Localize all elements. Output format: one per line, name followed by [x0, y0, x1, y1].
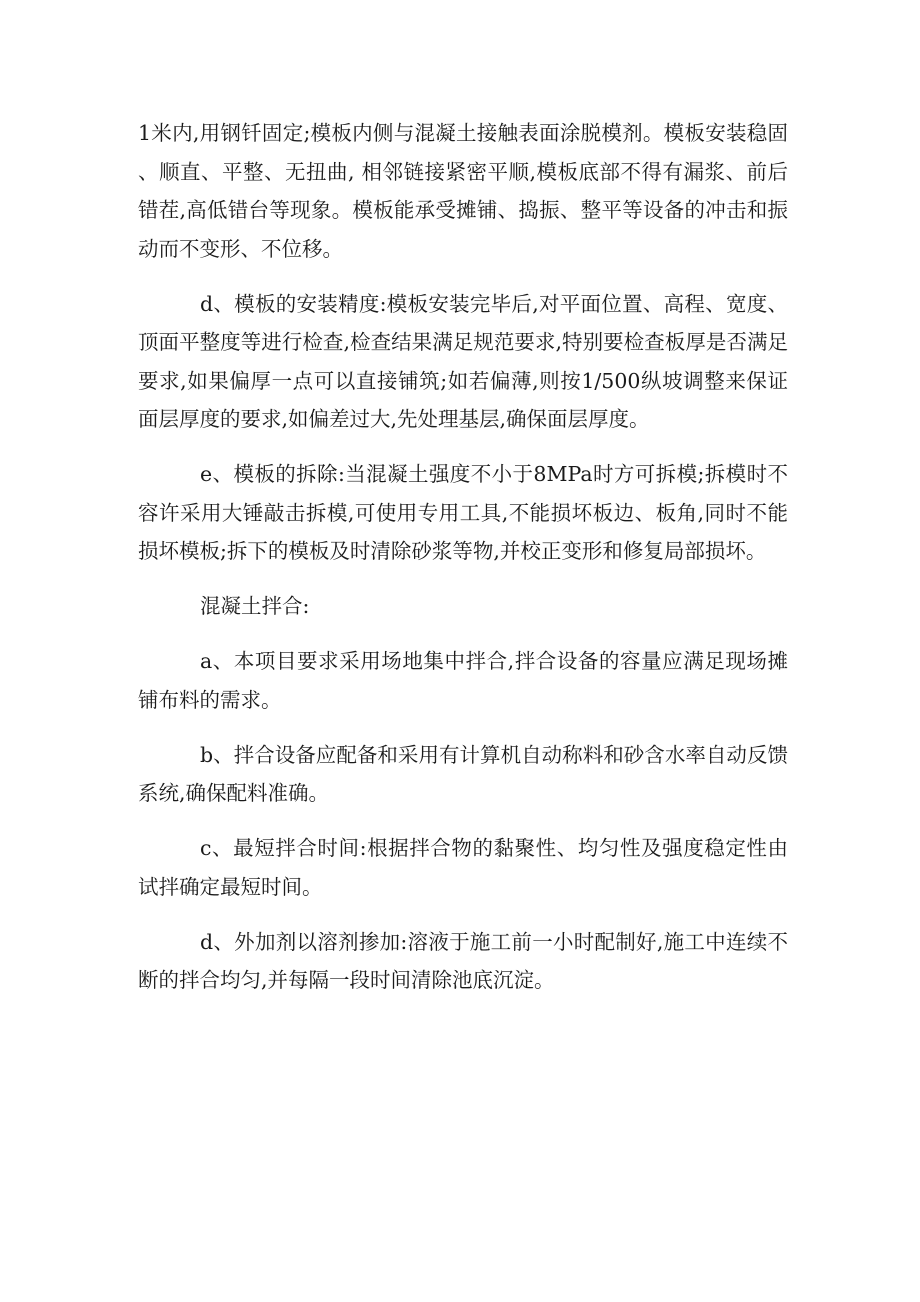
paragraph-formwork-install: 1米内,用钢钎固定;模板内侧与混凝土接触表面涂脱模剂。模板安装稳固、顺直、平整、无扭曲, 相邻链接紧密平顺,模板底部不得有漏浆、前后错茬,高低错台等现象。模板能承受摊铺、捣振、整平等设备的冲击和振动而不变形、不位移。	[138, 121, 788, 261]
paragraph-mixing-c: c、最短拌合时间:根据拌合物的黏聚性、均匀性及强度稳定性由试拌确定最短时间。	[138, 836, 788, 899]
paragraph-mixing-a: a、本项目要求采用场地集中拌合,拌合设备的容量应满足现场摊铺布料的需求。	[138, 649, 788, 712]
section-heading-concrete-mixing: 混凝土拌合:	[200, 594, 310, 618]
paragraph-mixing-b: b、拌合设备应配备和采用有计算机自动称料和砂含水率自动反馈系统,确保配料准确。	[138, 742, 788, 805]
paragraph-mixing-d: d、外加剂以溶剂掺加:溶液于施工前一小时配制好,施工中连续不断的拌合均匀,并每隔一段时间清除池底沉淀。	[138, 929, 788, 992]
document-body	[138, 114, 788, 1016]
paragraph-formwork-removal: e、模板的拆除:当混凝土强度不小于8MPa时方可拆模;拆模时不容许采用大锤敲击拆模,可使用专用工具,不能损坏板边、板角,同时不能损坏模板;拆下的模板及时清除砂浆等物,并校正变形和修复局部损坏。	[138, 462, 788, 563]
paragraph-formwork-precision: d、模板的安装精度:模板安装完毕后,对平面位置、高程、宽度、顶面平整度等进行检查,检查结果满足规范要求,特别要检查板厚是否满足要求,如果偏厚一点可以直接铺筑;如若偏薄,则按1/500纵坡调整来保证面层厚度的要求,如偏差过大,先处理基层,确保面层厚度。	[138, 291, 788, 431]
